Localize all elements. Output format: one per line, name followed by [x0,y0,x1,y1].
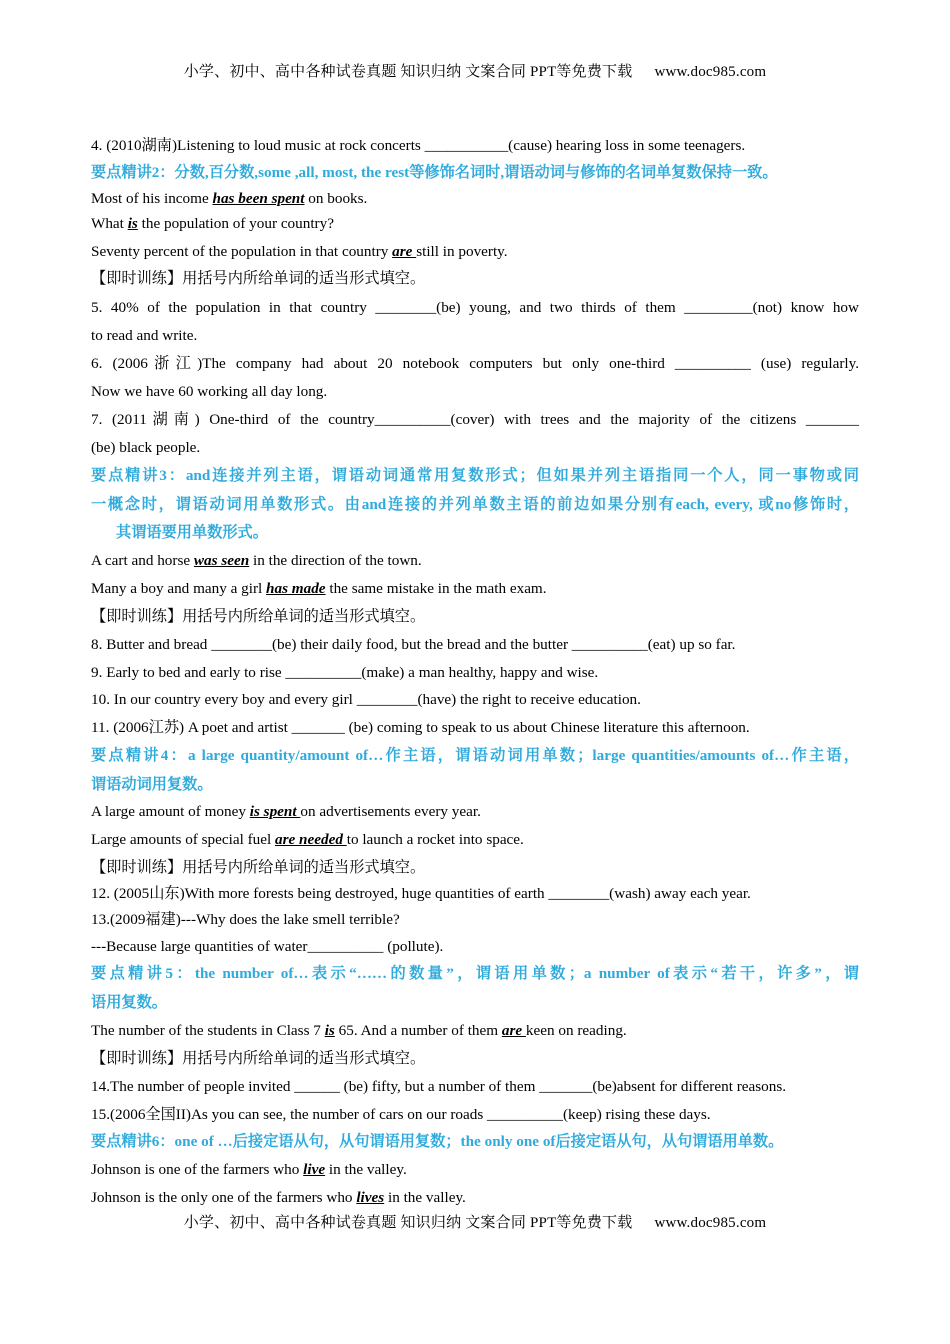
emphasized-verb: are [392,243,417,260]
text-run: 要点精讲4：a large quantity/amount of…作主语，谓语动词用单数；large quantities/amounts of…作主语， [91,747,859,764]
footer-url: www.doc985.com [654,1215,767,1231]
text-run: 语用复数。 [91,994,167,1011]
text-line [91,242,508,262]
text-run: 要点精讲3：and连接并列主语，谓语动词通常用复数形式；但如果并列主语指同一个人，同一事物或同 [91,467,859,484]
text-run: on advertisements every year. [300,803,481,820]
text-run: 11. (2006江苏) A poet and artist _______ (be) coming to speak to us about Chinese literature this afternoon. [91,719,750,736]
header-text: 小学、初中、高中各种试卷真题 知识归纳 文案合同 PPT等免费下载 [183,64,633,80]
key-point-line [91,993,167,1013]
text-run: What [91,215,128,232]
text-line [91,802,481,822]
text-run: in the valley. [384,1189,466,1206]
emphasized-verb: is [127,215,138,232]
text-line [91,718,750,738]
text-run: 【即时训练】用括号内所给单词的适当形式填空。 [91,859,426,876]
emphasized-verb: are [501,1022,526,1039]
text-line [91,298,859,318]
text-run: 5. 40% of the population in that country ________(be) young, and two thirds of them _________(not) know how [91,299,859,316]
text-run: (be) black people. [91,439,201,456]
key-point-line [91,495,859,515]
text-line [91,937,443,957]
text-run: 9. Early to bed and early to rise __________(make) a man healthy, happy and wise. [91,664,599,681]
text-line [91,1188,466,1208]
text-run: the same mistake in the math exam. [325,580,547,597]
text-run: 13.(2009福建)---Why does the lake smell terrible? [91,911,400,928]
text-run: 4. (2010湖南)Listening to loud music at rock concerts ___________(cause) hearing loss in some teenagers. [91,137,746,154]
page-header [0,60,950,81]
text-run: 65. And a number of them [334,1022,502,1039]
key-point-line [91,1132,783,1152]
text-line [91,607,425,627]
text-run: 一概念时，谓语动词用单数形式。由and连接的并列单数主语的前边如果分别有each, every, 或no修饰时， [91,496,859,513]
text-line [91,1049,425,1069]
text-line [91,579,547,599]
text-line [91,136,745,156]
emphasized-verb: is [324,1022,335,1039]
key-point-line [91,746,859,766]
text-line [91,858,425,878]
text-run: 15.(2006全国II)As you can see, the number of cars on our roads __________(keep) rising these days. [91,1106,711,1123]
text-line [91,635,735,655]
text-line [91,1160,407,1180]
text-run: on books. [304,190,368,207]
text-line [91,663,598,683]
emphasized-verb: has made [266,580,326,597]
text-line [91,214,334,234]
text-run: 14.The number of people invited ______ (be) fifty, but a number of them _______(be)absent for different reasons. [91,1078,787,1095]
text-run: Large amounts of special fuel [91,831,276,848]
emphasized-verb: lives [356,1189,385,1206]
text-run: 6. (2006浙江)The company had about 20 notebook computers but only one-third __________ (use) regularly. [91,355,859,372]
text-run: 【即时训练】用括号内所给单词的适当形式填空。 [91,270,426,287]
text-run: to launch a rocket into space. [346,831,524,848]
text-run: Seventy percent of the population in that country [91,243,393,260]
key-point-line [91,163,778,183]
page-footer [0,1211,950,1232]
key-point-line [91,964,859,984]
text-line [91,551,422,571]
text-run: Many a boy and many a girl [91,580,267,597]
emphasized-verb: is spent [249,803,301,820]
text-line [91,189,367,209]
footer-text: 小学、初中、高中各种试卷真题 知识归纳 文案合同 PPT等免费下载 [183,1215,633,1231]
text-run: 要点精讲5：the number of…表示“……的数量”，谓语用单数；a number of表示“若干，许多”，谓 [91,965,859,982]
text-line [91,830,524,850]
text-line [91,1021,627,1041]
text-run: The number of the students in Class 7 [91,1022,325,1039]
text-run: Most of his income [91,190,213,207]
emphasized-verb: are needed [275,831,347,848]
text-run: in the direction of the town. [249,552,422,569]
text-run: 谓语动词用复数。 [91,776,213,793]
text-line [91,910,400,930]
text-run: still in poverty. [416,243,508,260]
text-run: 其谓语要用单数形式。 [116,524,268,541]
text-line [91,354,859,374]
text-line [91,1105,711,1125]
header-url: www.doc985.com [654,64,767,80]
text-line [91,1077,786,1097]
text-run: 【即时训练】用括号内所给单词的适当形式填空。 [91,1050,426,1067]
text-line [91,410,859,430]
text-run: keen on reading. [525,1022,627,1039]
text-run: 【即时训练】用括号内所给单词的适当形式填空。 [91,608,426,625]
text-line [91,690,641,710]
emphasized-verb: live [303,1161,326,1178]
text-run: 7. (2011湖南) One-third of the country__________(cover) with trees and the majority of the citizens _______ [91,411,859,428]
text-line [91,269,425,289]
text-line [91,382,327,402]
text-run: A large amount of money [91,803,250,820]
emphasized-verb: was seen [193,552,250,569]
text-line [91,438,200,458]
text-run: the population of your country? [137,215,334,232]
key-point-line [91,775,213,795]
text-run: Johnson is one of the farmers who [91,1161,304,1178]
text-run: 8. Butter and bread ________(be) their daily food, but the bread and the butter __________(eat) up so far. [91,636,736,653]
text-run: 要点精讲2：分数,百分数,some ,all, most, the rest等修饰名词时,谓语动词与修饰的名词单复数保持一致。 [91,164,778,181]
text-run: in the valley. [325,1161,407,1178]
key-point-line [91,466,859,486]
key-point-line [116,523,268,543]
text-run: 10. In our country every boy and every girl ________(have) the right to receive education. [91,691,641,708]
text-run: A cart and horse [91,552,194,569]
emphasized-verb: has been spent [212,190,305,207]
text-run: Now we have 60 working all day long. [91,383,328,400]
text-line [91,326,197,346]
text-run: to read and write. [91,327,198,344]
text-run: 要点精讲6：one of …后接定语从句，从句谓语用复数；the only one of后接定语从句，从句谓语用单数。 [91,1133,784,1150]
text-line [91,884,751,904]
text-run: 12. (2005山东)With more forests being destroyed, huge quantities of earth ________(wash) away each year. [91,885,751,902]
text-run: Johnson is the only one of the farmers who [91,1189,357,1206]
text-run: ---Because large quantities of water__________ (pollute). [91,938,444,955]
